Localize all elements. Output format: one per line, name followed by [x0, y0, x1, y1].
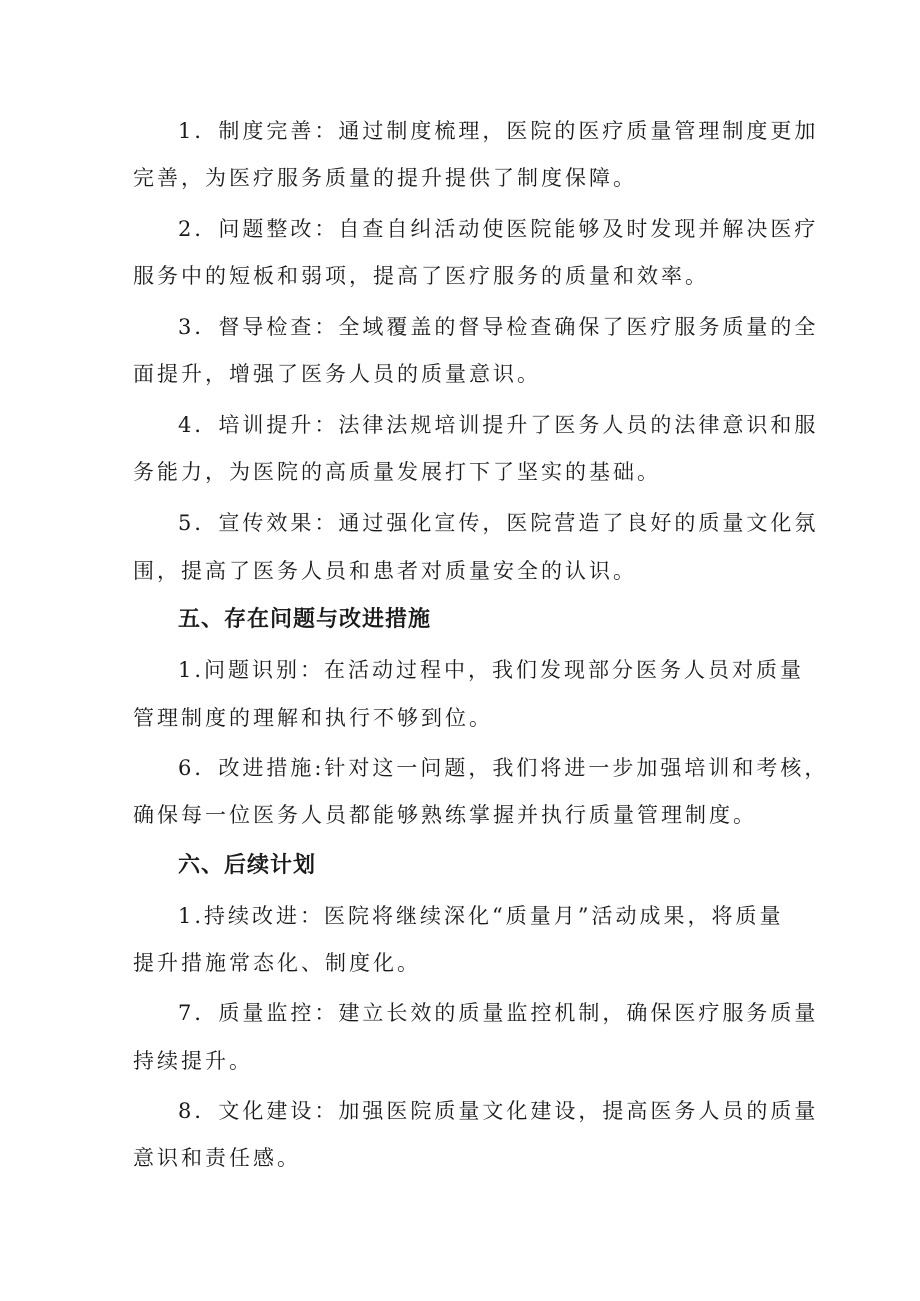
- item-3-line-2: 面提升，增强了医务人员的质量意识。: [133, 362, 541, 386]
- section-6-item-1-line-2: 提升措施常态化、制度化。: [133, 951, 421, 975]
- item-2-line-1: 2．问题整改：自查自纠活动使医院能够及时发现并解决医疗: [178, 217, 819, 241]
- section-6-heading: 六、后续计划: [178, 853, 317, 878]
- section-6-item-3-line-1: 8．文化建设：加强医院质量文化建设，提高医务人员的质量: [178, 1099, 819, 1123]
- section-5-item-2-line-2: 确保每一位医务人员都能够熟练掌握并执行质量管理制度。: [133, 803, 757, 827]
- item-2-line-2: 服务中的短板和弱项，提高了医疗服务的质量和效率。: [133, 264, 709, 288]
- section-6-item-1-line-1: 1.持续改进：医院将继续深化“质量月”活动成果，将质量: [178, 904, 784, 928]
- section-5-item-2-line-1: 6．改进措施:针对这一问题，我们将进一步加强培训和考核，: [178, 756, 829, 780]
- section-6-item-2-line-2: 持续提升。: [133, 1049, 253, 1073]
- item-5-line-1: 5．宣传效果：通过强化宣传，医院营造了良好的质量文化氛: [178, 511, 819, 535]
- section-5-item-1-line-2: 管理制度的理解和执行不够到位。: [133, 706, 493, 730]
- section-5-item-1-line-1: 1.问题识别：在活动过程中，我们发现部分医务人员对质量: [178, 658, 805, 682]
- section-5-heading: 五、存在问题与改进措施: [178, 607, 432, 632]
- item-3-line-1: 3．督导检查：全域覆盖的督导检查确保了医疗服务质量的全: [178, 315, 819, 339]
- item-4-line-1: 4．培训提升：法律法规培训提升了医务人员的法律意识和服: [178, 413, 819, 437]
- item-1-line-1: 1．制度完善：通过制度梳理，医院的医疗质量管理制度更加: [178, 119, 819, 143]
- item-5-line-2: 围，提高了医务人员和患者对质量安全的认识。: [133, 559, 637, 583]
- section-6-item-3-line-2: 意识和责任感。: [133, 1146, 301, 1170]
- item-4-line-2: 务能力，为医院的高质量发展打下了坚实的基础。: [133, 460, 661, 484]
- section-6-item-2-line-1: 7．质量监控：建立长效的质量监控机制，确保医疗服务质量: [178, 1001, 819, 1025]
- item-1-line-2: 完善，为医疗服务质量的提升提供了制度保障。: [133, 166, 637, 190]
